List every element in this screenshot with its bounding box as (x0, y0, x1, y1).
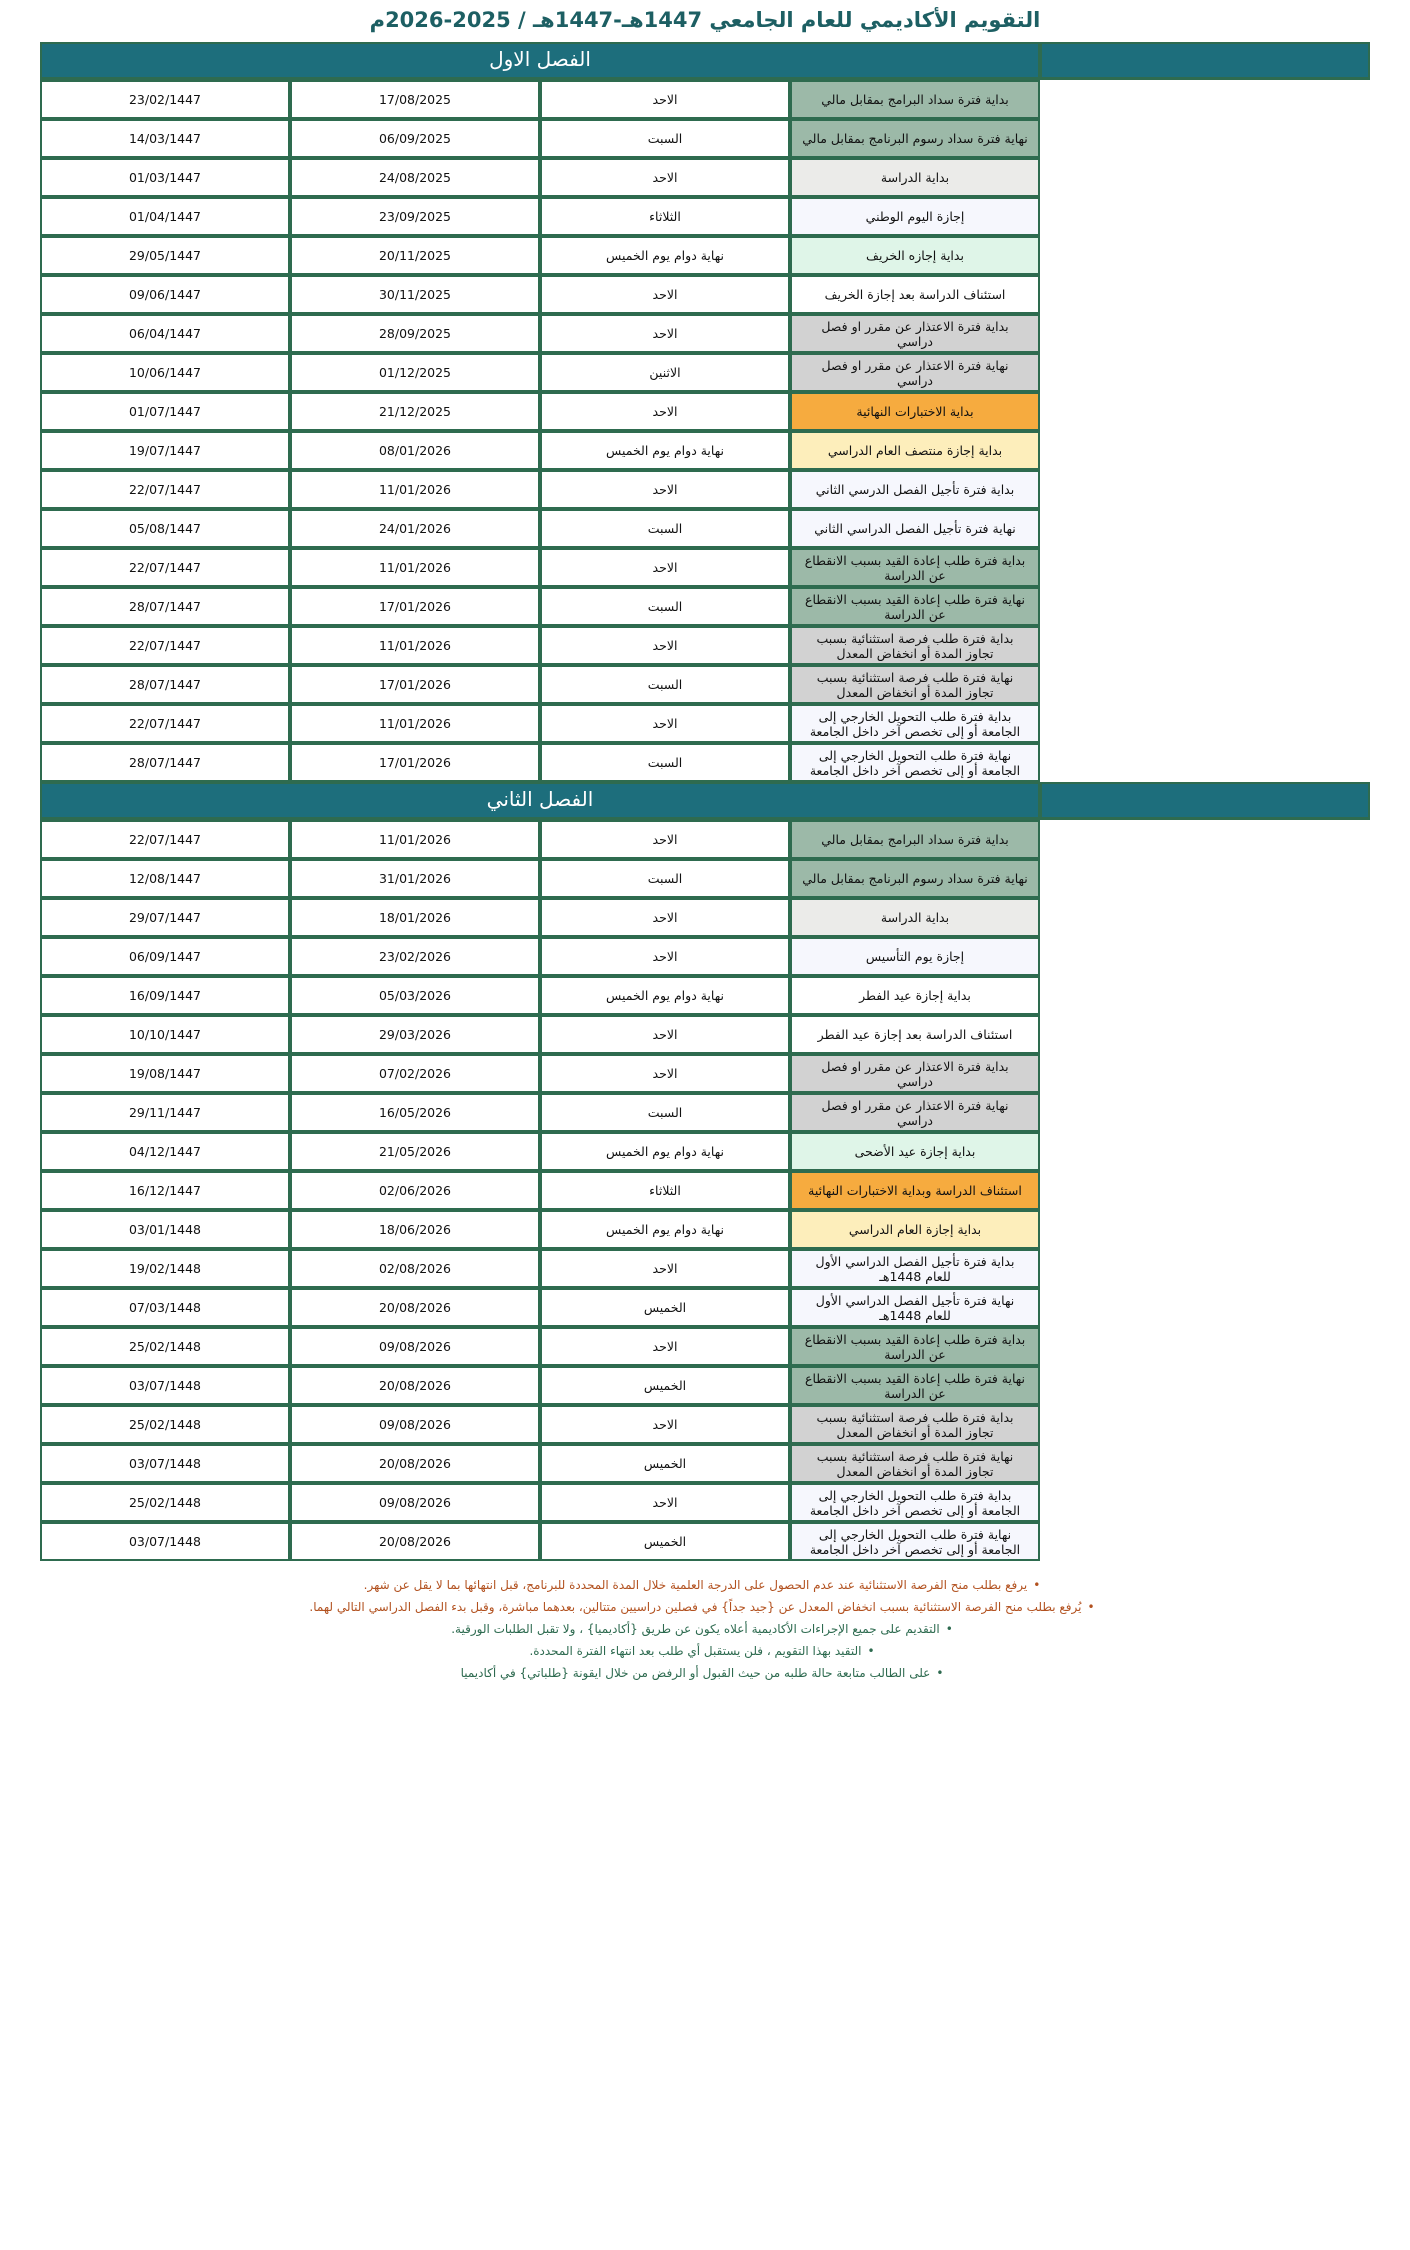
section-title: الفصل الثاني (40, 782, 1040, 820)
gregorian-date-cell: 11/01/2026 (290, 626, 540, 665)
event-description-cell: بداية إجازة عيد الفطر (790, 976, 1040, 1015)
event-description-cell: بداية فترة الاعتذار عن مقرر او فصل دراسي (790, 1054, 1040, 1093)
gregorian-date-cell: 28/09/2025 (290, 314, 540, 353)
gregorian-date-cell: 20/08/2026 (290, 1366, 540, 1405)
weekday-cell: السبت (540, 859, 790, 898)
gregorian-date-cell: 24/08/2025 (290, 158, 540, 197)
table-row (40, 704, 1370, 743)
table-row (40, 1522, 1370, 1561)
hijri-date-cell: 10/10/1447 (40, 1015, 290, 1054)
hijri-date-cell: 10/06/1447 (40, 353, 290, 392)
gutter-cell (1040, 431, 1370, 470)
hijri-date-cell: 03/07/1448 (40, 1444, 290, 1483)
table-row (40, 470, 1370, 509)
table-row (40, 236, 1370, 275)
event-description-cell: بداية فترة تأجيل الفصل الدراسي الأول للعام 1448هـ (790, 1249, 1040, 1288)
gregorian-date-cell: 24/01/2026 (290, 509, 540, 548)
gutter-cell (1040, 548, 1370, 587)
gutter-cell (1040, 353, 1370, 392)
table-row (40, 1015, 1370, 1054)
gregorian-date-cell: 31/01/2026 (290, 859, 540, 898)
weekday-cell: السبت (540, 665, 790, 704)
hijri-date-cell: 28/07/1447 (40, 665, 290, 704)
event-description-cell: استئناف الدراسة بعد إجازة عيد الفطر (790, 1015, 1040, 1054)
weekday-cell: السبت (540, 509, 790, 548)
hijri-date-cell: 29/07/1447 (40, 898, 290, 937)
hijri-date-cell: 14/03/1447 (40, 119, 290, 158)
academic-calendar (40, 42, 1370, 1561)
weekday-cell: الاحد (540, 626, 790, 665)
gregorian-date-cell: 09/08/2026 (290, 1483, 540, 1522)
hijri-date-cell: 03/07/1448 (40, 1366, 290, 1405)
weekday-cell: الاحد (540, 275, 790, 314)
footer-notes-list (40, 1575, 1370, 1684)
gutter-cell (1040, 1249, 1370, 1288)
table-row (40, 509, 1370, 548)
event-description-cell: بداية فترة سداد البرامج بمقابل مالي (790, 80, 1040, 119)
gregorian-date-cell: 20/11/2025 (290, 236, 540, 275)
hijri-date-cell: 16/12/1447 (40, 1171, 290, 1210)
gregorian-date-cell: 02/08/2026 (290, 1249, 540, 1288)
event-description-cell: بداية فترة طلب التحويل الخارجي إلى الجامعة أو إلى تخصص آخر داخل الجامعة (790, 1483, 1040, 1522)
weekday-cell: الثلاثاء (540, 1171, 790, 1210)
event-description-cell: استئناف الدراسة بعد إجازة الخريف (790, 275, 1040, 314)
page-title: التقويم الأكاديمي للعام الجامعي 1447هـ-1447هـ / 2025-2026م (369, 8, 1041, 32)
gutter-cell (1040, 275, 1370, 314)
table-row (40, 1171, 1370, 1210)
gutter-cell (1040, 1054, 1370, 1093)
table-row (40, 1093, 1370, 1132)
weekday-cell: السبت (540, 119, 790, 158)
table-row (40, 1210, 1370, 1249)
gutter-cell (1040, 743, 1370, 782)
hijri-date-cell: 22/07/1447 (40, 704, 290, 743)
footer-note: • على الطالب متابعة حالة طلبه من حيث القبول أو الرفض من خلال ايقونة {طلباتي} في أكاديميا (40, 1663, 1364, 1684)
weekday-cell: الخميس (540, 1522, 790, 1561)
hijri-date-cell: 01/04/1447 (40, 197, 290, 236)
hijri-date-cell: 25/02/1448 (40, 1405, 290, 1444)
hijri-date-cell: 28/07/1447 (40, 587, 290, 626)
hijri-date-cell: 19/07/1447 (40, 431, 290, 470)
event-description-cell: استئناف الدراسة وبداية الاختبارات النهائية (790, 1171, 1040, 1210)
table-row (40, 626, 1370, 665)
table-row (40, 158, 1370, 197)
hijri-date-cell: 19/08/1447 (40, 1054, 290, 1093)
footer-note: • يُرفع بطلب منح الفرصة الاستثنائية بسبب انخفاض المعدل عن {جيد جداً} في فصلين دراسيين متتالين، بعدهما مباشرة، وقبل بدء الفصل الدراسي التالي لهما. (40, 1597, 1364, 1618)
table-row (40, 314, 1370, 353)
event-description-cell: بداية الدراسة (790, 158, 1040, 197)
section-header-row (40, 42, 1370, 80)
event-description-cell: نهاية فترة تأجيل الفصل الدراسي الأول للعام 1448هـ (790, 1288, 1040, 1327)
section-header-row (40, 782, 1370, 820)
table-row (40, 1366, 1370, 1405)
event-description-cell: بداية فترة طلب إعادة القيد بسبب الانقطاع عن الدراسة (790, 1327, 1040, 1366)
hijri-date-cell: 25/02/1448 (40, 1327, 290, 1366)
gutter-cell (1040, 1366, 1370, 1405)
gutter-cell (1040, 1132, 1370, 1171)
weekday-cell: الاحد (540, 470, 790, 509)
weekday-cell: الخميس (540, 1366, 790, 1405)
table-row (40, 119, 1370, 158)
hijri-date-cell: 03/07/1448 (40, 1522, 290, 1561)
event-description-cell: بداية إجازه الخريف (790, 236, 1040, 275)
gregorian-date-cell: 02/06/2026 (290, 1171, 540, 1210)
gregorian-date-cell: 20/08/2026 (290, 1522, 540, 1561)
hijri-date-cell: 12/08/1447 (40, 859, 290, 898)
gregorian-date-cell: 11/01/2026 (290, 704, 540, 743)
table-row (40, 743, 1370, 782)
hijri-date-cell: 22/07/1447 (40, 470, 290, 509)
table-row (40, 976, 1370, 1015)
table-row (40, 898, 1370, 937)
gutter-cell (1040, 859, 1370, 898)
gutter-cell (1040, 1015, 1370, 1054)
hijri-date-cell: 07/03/1448 (40, 1288, 290, 1327)
event-description-cell: إجازة اليوم الوطني (790, 197, 1040, 236)
hijri-date-cell: 29/05/1447 (40, 236, 290, 275)
gregorian-date-cell: 17/01/2026 (290, 665, 540, 704)
weekday-cell: الاحد (540, 1054, 790, 1093)
weekday-cell: نهاية دوام يوم الخميس (540, 1210, 790, 1249)
gregorian-date-cell: 05/03/2026 (290, 976, 540, 1015)
gutter-cell (1040, 197, 1370, 236)
gregorian-date-cell: 01/12/2025 (290, 353, 540, 392)
weekday-cell: الاحد (540, 158, 790, 197)
table-row (40, 197, 1370, 236)
gutter-cell (1040, 1288, 1370, 1327)
weekday-cell: الاحد (540, 1405, 790, 1444)
gutter-cell (1040, 820, 1370, 859)
table-row (40, 80, 1370, 119)
table-row (40, 392, 1370, 431)
weekday-cell: نهاية دوام يوم الخميس (540, 431, 790, 470)
hijri-date-cell: 23/02/1447 (40, 80, 290, 119)
event-description-cell: نهاية فترة طلب إعادة القيد بسبب الانقطاع عن الدراسة (790, 587, 1040, 626)
gutter-cell (1040, 1327, 1370, 1366)
weekday-cell: الاحد (540, 820, 790, 859)
table-row (40, 1288, 1370, 1327)
weekday-cell: الاحد (540, 1249, 790, 1288)
event-description-cell: نهاية فترة طلب إعادة القيد بسبب الانقطاع عن الدراسة (790, 1366, 1040, 1405)
event-description-cell: بداية فترة طلب التحويل الخارجي إلى الجامعة أو إلى تخصص آخر داخل الجامعة (790, 704, 1040, 743)
hijri-date-cell: 22/07/1447 (40, 548, 290, 587)
event-description-cell: نهاية فترة طلب فرصة استثنائية بسبب تجاوز المدة أو انخفاض المعدل (790, 665, 1040, 704)
event-description-cell: بداية فترة تأجيل الفصل الدرسي الثاني (790, 470, 1040, 509)
event-description-cell: بداية إجازة منتصف العام الدراسي (790, 431, 1040, 470)
gregorian-date-cell: 21/12/2025 (290, 392, 540, 431)
gutter-cell (1040, 470, 1370, 509)
gutter-cell (1040, 704, 1370, 743)
gregorian-date-cell: 11/01/2026 (290, 548, 540, 587)
gregorian-date-cell: 17/01/2026 (290, 743, 540, 782)
weekday-cell: نهاية دوام يوم الخميس (540, 976, 790, 1015)
table-row (40, 548, 1370, 587)
weekday-cell: الاحد (540, 1327, 790, 1366)
weekday-cell: الاحد (540, 704, 790, 743)
gutter-cell (1040, 1210, 1370, 1249)
gutter-cell (1040, 665, 1370, 704)
hijri-date-cell: 01/07/1447 (40, 392, 290, 431)
weekday-cell: الاثنين (540, 353, 790, 392)
weekday-cell: السبت (540, 743, 790, 782)
hijri-date-cell: 06/09/1447 (40, 937, 290, 976)
event-description-cell: بداية إجازة العام الدراسي (790, 1210, 1040, 1249)
table-row (40, 587, 1370, 626)
gregorian-date-cell: 18/06/2026 (290, 1210, 540, 1249)
table-row (40, 1483, 1370, 1522)
table-row (40, 665, 1370, 704)
event-description-cell: بداية فترة طلب إعادة القيد بسبب الانقطاع عن الدراسة (790, 548, 1040, 587)
table-row (40, 1054, 1370, 1093)
gregorian-date-cell: 20/08/2026 (290, 1288, 540, 1327)
table-row (40, 275, 1370, 314)
gutter-cell (1040, 158, 1370, 197)
section-title: الفصل الاول (40, 42, 1040, 80)
event-description-cell: إجازة يوم التأسيس (790, 937, 1040, 976)
table-row (40, 859, 1370, 898)
gutter-cell (1040, 1093, 1370, 1132)
table-row (40, 1327, 1370, 1366)
weekday-cell: الاحد (540, 392, 790, 431)
gregorian-date-cell: 17/01/2026 (290, 587, 540, 626)
gutter-cell (1040, 314, 1370, 353)
event-description-cell: نهاية فترة سداد رسوم البرنامج بمقابل مالي (790, 119, 1040, 158)
footer-note: • التقيد بهذا التقويم ، فلن يستقبل أي طلب بعد انتهاء الفترة المحددة. (40, 1641, 1364, 1662)
weekday-cell: الاحد (540, 314, 790, 353)
event-description-cell: نهاية فترة الاعتذار عن مقرر او فصل دراسي (790, 1093, 1040, 1132)
weekday-cell: السبت (540, 1093, 790, 1132)
gregorian-date-cell: 09/08/2026 (290, 1405, 540, 1444)
gutter-cell (1040, 976, 1370, 1015)
hijri-date-cell: 22/07/1447 (40, 820, 290, 859)
weekday-cell: الثلاثاء (540, 197, 790, 236)
gutter-cell (1040, 1444, 1370, 1483)
gutter-cell (1040, 236, 1370, 275)
table-row (40, 1444, 1370, 1483)
gutter-cell (1040, 509, 1370, 548)
weekday-cell: الاحد (540, 1483, 790, 1522)
event-description-cell: بداية الاختبارات النهائية (790, 392, 1040, 431)
gregorian-date-cell: 29/03/2026 (290, 1015, 540, 1054)
gregorian-date-cell: 18/01/2026 (290, 898, 540, 937)
gutter-cell (1040, 1522, 1370, 1561)
gregorian-date-cell: 30/11/2025 (290, 275, 540, 314)
gutter-cell (1040, 1483, 1370, 1522)
table-row (40, 431, 1370, 470)
event-description-cell: بداية فترة سداد البرامج بمقابل مالي (790, 820, 1040, 859)
table-row (40, 353, 1370, 392)
weekday-cell: الاحد (540, 1015, 790, 1054)
gregorian-date-cell: 09/08/2026 (290, 1327, 540, 1366)
table-row (40, 937, 1370, 976)
hijri-date-cell: 22/07/1447 (40, 626, 290, 665)
gutter-cell (1040, 587, 1370, 626)
table-row (40, 1132, 1370, 1171)
weekday-cell: الخميس (540, 1444, 790, 1483)
weekday-cell: الخميس (540, 1288, 790, 1327)
event-description-cell: نهاية فترة الاعتذار عن مقرر او فصل دراسي (790, 353, 1040, 392)
hijri-date-cell: 29/11/1447 (40, 1093, 290, 1132)
event-description-cell: بداية الدراسة (790, 898, 1040, 937)
weekday-cell: الاحد (540, 937, 790, 976)
gutter-cell (1040, 782, 1370, 820)
gregorian-date-cell: 16/05/2026 (290, 1093, 540, 1132)
weekday-cell: السبت (540, 587, 790, 626)
hijri-date-cell: 16/09/1447 (40, 976, 290, 1015)
gregorian-date-cell: 11/01/2026 (290, 820, 540, 859)
event-description-cell: بداية فترة طلب فرصة استثنائية بسبب تجاوز المدة أو انخفاض المعدل (790, 1405, 1040, 1444)
hijri-date-cell: 28/07/1447 (40, 743, 290, 782)
footer-note: • يرفع بطلب منح الفرصة الاستثنائية عند عدم الحصول على الدرجة العلمية خلال المدة المحددة للبرنامج، قبل انتهائها بما لا يقل عن شهر. (40, 1575, 1364, 1596)
event-description-cell: بداية فترة الاعتذار عن مقرر او فصل دراسي (790, 314, 1040, 353)
weekday-cell: نهاية دوام يوم الخميس (540, 236, 790, 275)
gregorian-date-cell: 23/02/2026 (290, 937, 540, 976)
weekday-cell: الاحد (540, 548, 790, 587)
hijri-date-cell: 03/01/1448 (40, 1210, 290, 1249)
gutter-cell (1040, 1405, 1370, 1444)
gregorian-date-cell: 20/08/2026 (290, 1444, 540, 1483)
gutter-cell (1040, 898, 1370, 937)
gutter-cell (1040, 1171, 1370, 1210)
gutter-cell (1040, 392, 1370, 431)
hijri-date-cell: 06/04/1447 (40, 314, 290, 353)
event-description-cell: بداية إجازة عيد الأضحى (790, 1132, 1040, 1171)
gregorian-date-cell: 21/05/2026 (290, 1132, 540, 1171)
hijri-date-cell: 19/02/1448 (40, 1249, 290, 1288)
footer-note: • التقديم على جميع الإجراءات الأكاديمية أعلاه يكون عن طريق {أكاديميا} ، ولا تقبل الطلبات الورقية. (40, 1619, 1364, 1640)
event-description-cell: نهاية فترة تأجيل الفصل الدراسي الثاني (790, 509, 1040, 548)
hijri-date-cell: 09/06/1447 (40, 275, 290, 314)
hijri-date-cell: 25/02/1448 (40, 1483, 290, 1522)
hijri-date-cell: 05/08/1447 (40, 509, 290, 548)
gutter-cell (1040, 80, 1370, 119)
event-description-cell: نهاية فترة طلب فرصة استثنائية بسبب تجاوز المدة أو انخفاض المعدل (790, 1444, 1040, 1483)
event-description-cell: نهاية فترة طلب التحويل الخارجي إلى الجامعة أو إلى تخصص آخر داخل الجامعة (790, 743, 1040, 782)
hijri-date-cell: 01/03/1447 (40, 158, 290, 197)
event-description-cell: بداية فترة طلب فرصة استثنائية بسبب تجاوز المدة أو انخفاض المعدل (790, 626, 1040, 665)
weekday-cell: الاحد (540, 80, 790, 119)
gregorian-date-cell: 06/09/2025 (290, 119, 540, 158)
gregorian-date-cell: 23/09/2025 (290, 197, 540, 236)
calendar-table (40, 42, 1370, 1561)
gregorian-date-cell: 11/01/2026 (290, 470, 540, 509)
table-row (40, 1249, 1370, 1288)
table-row (40, 1405, 1370, 1444)
gutter-cell (1040, 937, 1370, 976)
hijri-date-cell: 04/12/1447 (40, 1132, 290, 1171)
gregorian-date-cell: 07/02/2026 (290, 1054, 540, 1093)
gutter-cell (1040, 626, 1370, 665)
weekday-cell: نهاية دوام يوم الخميس (540, 1132, 790, 1171)
table-row (40, 820, 1370, 859)
event-description-cell: نهاية فترة سداد رسوم البرنامج بمقابل مالي (790, 859, 1040, 898)
gregorian-date-cell: 08/01/2026 (290, 431, 540, 470)
gutter-cell (1040, 42, 1370, 80)
gutter-cell (1040, 119, 1370, 158)
weekday-cell: الاحد (540, 898, 790, 937)
event-description-cell: نهاية فترة طلب التحويل الخارجي إلى الجامعة أو إلى تخصص آخر داخل الجامعة (790, 1522, 1040, 1561)
gregorian-date-cell: 17/08/2025 (290, 80, 540, 119)
